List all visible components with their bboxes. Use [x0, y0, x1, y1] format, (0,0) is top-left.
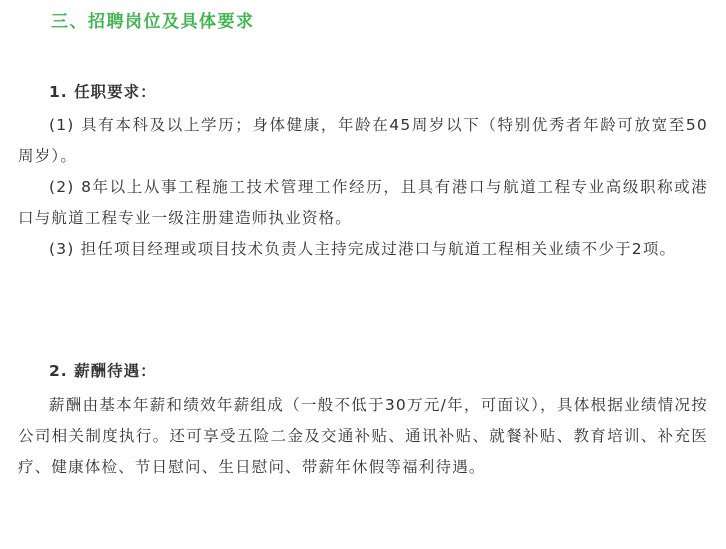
- compensation-heading: 2. 薪酬待遇：: [49, 362, 157, 380]
- requirement-item-1: (1) 具有本科及以上学历；身体健康，年龄在45周岁以下（特别优秀者年龄可放宽至50周岁）。: [18, 116, 708, 165]
- section-title: 三、招聘岗位及具体要求: [51, 12, 255, 32]
- requirement-item-3: (3) 担任项目经理或项目技术负责人主持完成过港口与航道工程相关业绩不少于2项。: [49, 240, 677, 258]
- compensation-text: 薪酬由基本年薪和绩效年薪组成（一般不低于30万元/年，可面议），具体根据业绩情况按公司相关制度执行。还可享受五险二金及交通补贴、通讯补贴、就餐补贴、教育培训、补充医疗、健康体检、节日慰问、生日慰问、带薪年休假等福利待遇。: [18, 396, 708, 476]
- requirement-item-2: (2) 8年以上从事工程施工技术管理工作经历，且具有港口与航道工程专业高级职称或港口与航道工程专业一级注册建造师执业资格。: [18, 178, 708, 227]
- requirements-heading: 1. 任职要求：: [49, 83, 157, 101]
